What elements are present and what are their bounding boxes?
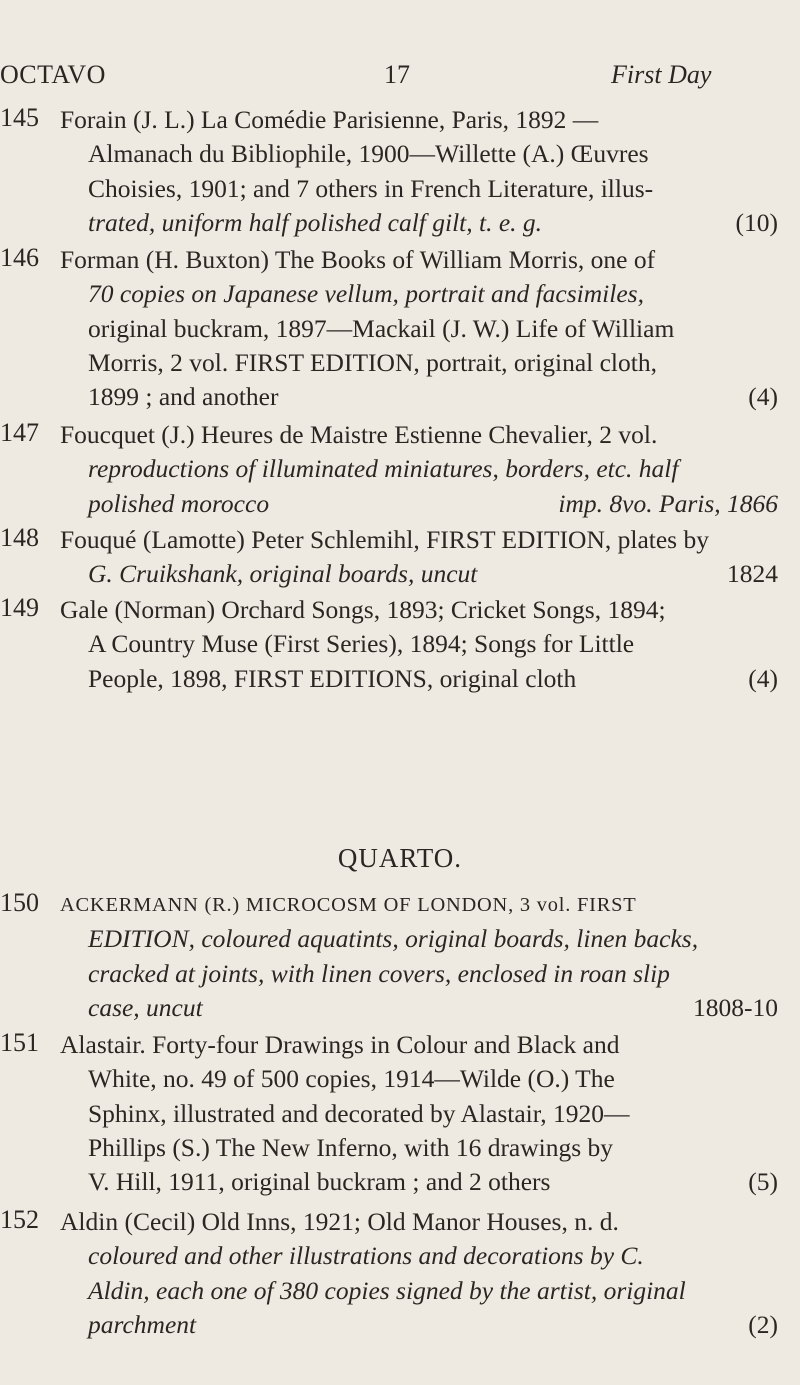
lot-description <box>60 418 778 521</box>
lot-number: 149 <box>0 593 39 622</box>
lot-line: reproductions of illuminated miniatures, borders, etc. half <box>88 454 679 484</box>
lot-line: Morris, 2 vol. FIRST EDITION, portrait, original cloth, <box>88 347 657 377</box>
running-header <box>0 60 800 100</box>
lot-line: Forman (H. Buxton) The Books of William Morris, one of <box>60 245 656 274</box>
lot-line: 1899 ; and another <box>88 382 279 412</box>
header-day: First Day <box>611 60 712 89</box>
lot-number: 148 <box>0 523 39 552</box>
lot-description <box>60 243 778 414</box>
lot-number: 150 <box>0 888 39 917</box>
lot-line: Fouqué (Lamotte) Peter Schlemihl, FIRST EDITION, plates by <box>60 525 709 554</box>
lot-line: ACKERMANN (R.) MICROCOSM OF LONDON, 3 vol. FIRST <box>60 894 637 916</box>
lot-description <box>60 523 778 592</box>
page-number: 17 <box>384 60 410 89</box>
lot-line: original buckram, 1897—Mackail (J. W.) Life of William <box>88 313 675 343</box>
lot-description <box>60 1028 778 1199</box>
lot-number: 146 <box>0 243 39 272</box>
lot-line: case, uncut <box>88 992 203 1022</box>
lot-line: Foucquet (J.) Heures de Maistre Estienne Chevalier, 2 vol. <box>60 420 658 449</box>
lot-description <box>60 888 778 1025</box>
lot-line: trated, uniform half polished calf gilt, t. e. g. <box>88 207 543 237</box>
lot-line: A Country Muse (First Series), 1894; Songs for Little <box>88 629 635 659</box>
lot-quantity: (10) <box>735 207 778 237</box>
lot-line: EDITION, coloured aquatints, original boards, linen backs, <box>88 924 699 954</box>
lot-line: Alastair. Forty-four Drawings in Colour and Black and <box>60 1030 620 1059</box>
lot-number: 147 <box>0 418 39 447</box>
lot-line: cracked at joints, with linen covers, enclosed in roan slip <box>88 958 670 988</box>
lot-line: Gale (Norman) Orchard Songs, 1893; Cricket Songs, 1894; <box>60 595 666 624</box>
lot-number: 145 <box>0 103 39 132</box>
lot-description <box>60 1205 778 1342</box>
lot-quantity: (4) <box>748 382 778 412</box>
lot-quantity: (5) <box>748 1167 778 1197</box>
lot-line: parchment <box>88 1309 197 1339</box>
lot-format: imp. 8vo. Paris, 1866 <box>558 488 778 518</box>
lot-line: Almanach du Bibliophile, 1900—Willette (A.) Œuvres <box>88 139 649 169</box>
lot-line: Aldin, each one of 380 copies signed by the artist, original <box>88 1275 686 1305</box>
lot-line: G. Cruikshank, original boards, uncut <box>88 559 478 589</box>
lot-line: Phillips (S.) The New Inferno, with 16 drawings by <box>88 1132 614 1162</box>
lot-date: 1808-10 <box>693 992 778 1022</box>
lot-date: 1824 <box>727 559 778 589</box>
lot-line: coloured and other illustrations and decorations by C. <box>88 1241 644 1271</box>
lot-line: Sphinx, illustrated and decorated by Alastair, 1920— <box>88 1098 630 1128</box>
lot-quantity: (2) <box>748 1309 778 1339</box>
header-section: OCTAVO <box>0 60 106 89</box>
lot-quantity: (4) <box>748 663 778 693</box>
lot-line: polished morocco <box>88 488 270 518</box>
section-title: QUARTO. <box>337 843 463 873</box>
lot-line: 70 copies on Japanese vellum, portrait and facsimiles, <box>88 279 644 309</box>
lot-line: Choisies, 1901; and 7 others in French Literature, illus- <box>88 173 654 203</box>
lot-line: People, 1898, FIRST EDITIONS, original cloth <box>88 663 577 693</box>
lot-description <box>60 103 778 240</box>
lot-number: 152 <box>0 1205 39 1234</box>
lot-number: 151 <box>0 1028 39 1057</box>
lot-line: Aldin (Cecil) Old Inns, 1921; Old Manor Houses, n. d. <box>60 1207 619 1236</box>
lot-line: White, no. 49 of 500 copies, 1914—Wilde (O.) The <box>88 1064 615 1094</box>
lot-line: Forain (J. L.) La Comédie Parisienne, Paris, 1892 — <box>60 105 599 134</box>
lot-line: V. Hill, 1911, original buckram ; and 2 others <box>88 1167 551 1197</box>
lot-description <box>60 593 778 696</box>
